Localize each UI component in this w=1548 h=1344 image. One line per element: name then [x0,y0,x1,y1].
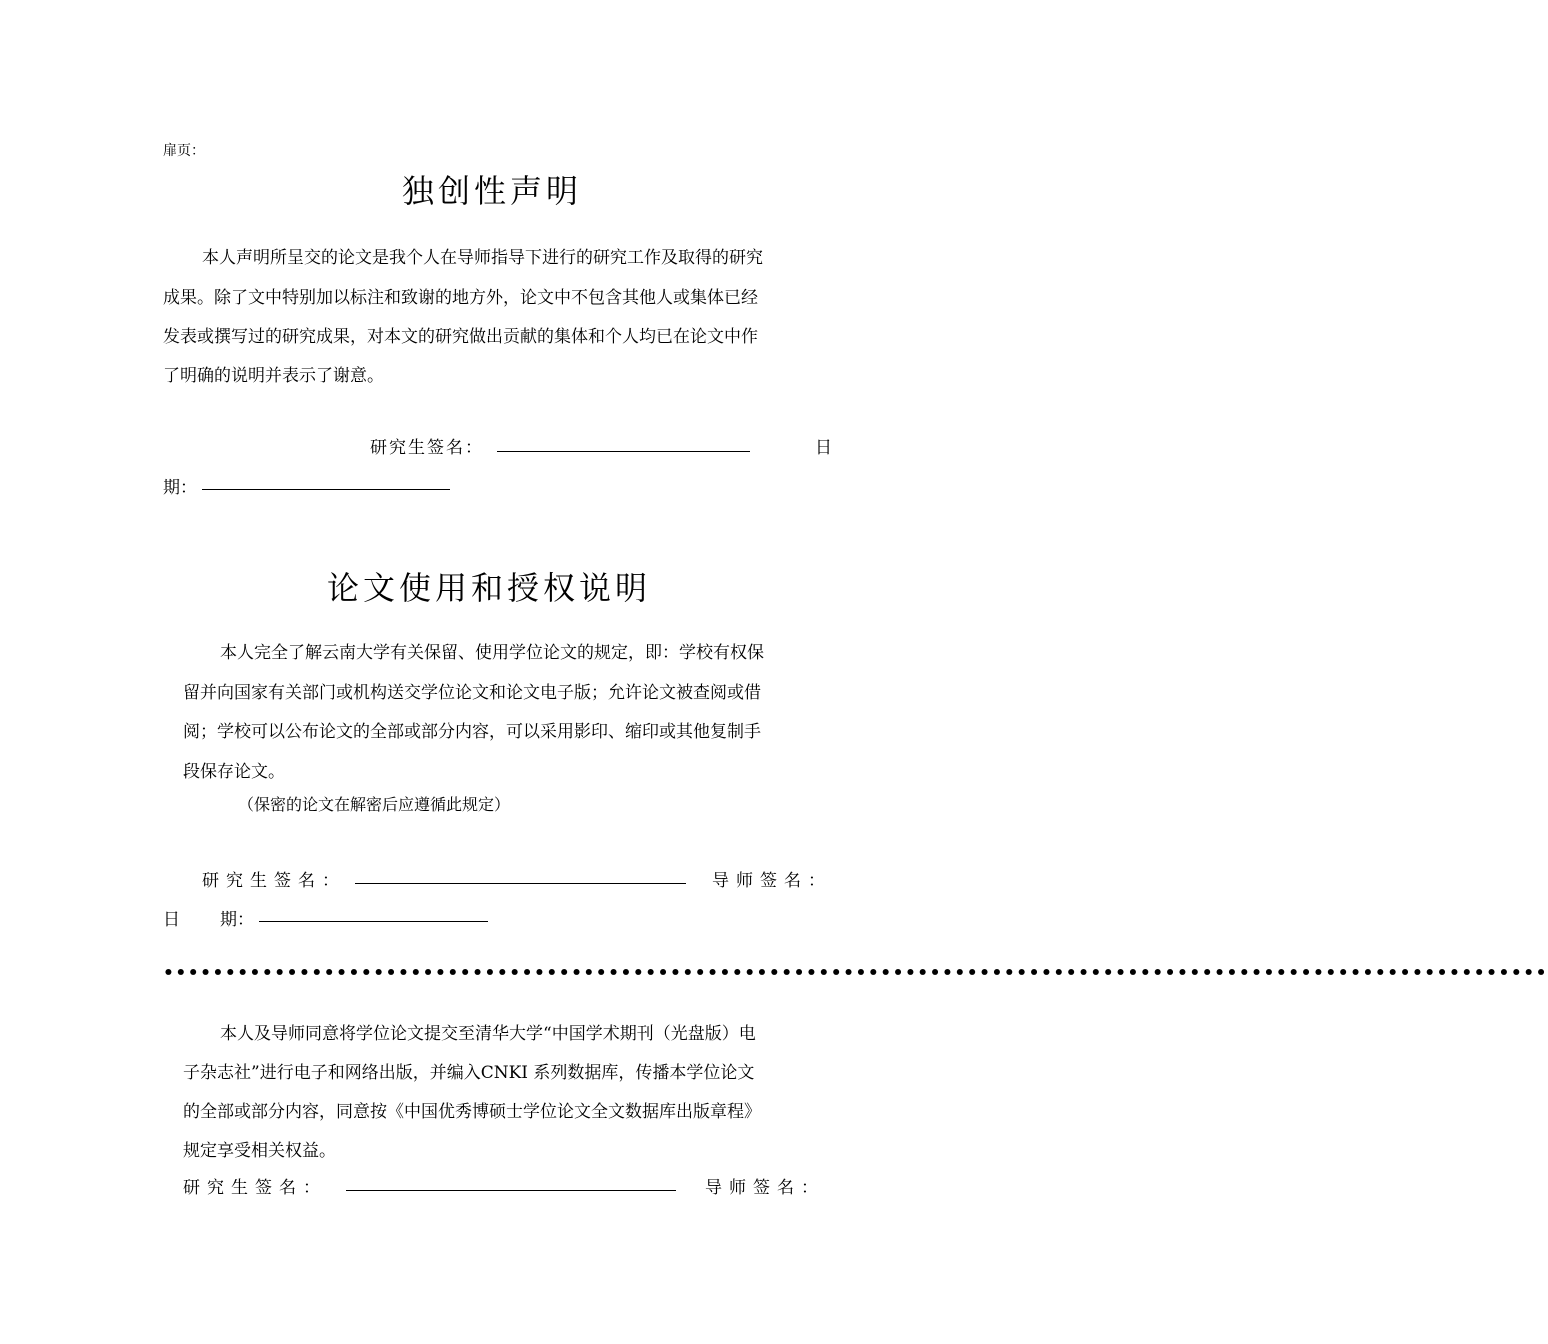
date-label-part: 日 [815,438,832,458]
paragraph-line: 本人及导师同意将学位论文提交至清华大学“中国学术期刊（光盘版）电 [220,1024,756,1044]
confidential-note: （保密的论文在解密后应遵循此规定） [238,795,511,814]
paragraph-line: 了明确的说明并表示了谢意。 [163,366,384,386]
page-label: 扉页： [163,143,205,159]
student-signature-line[interactable] [346,1190,676,1191]
paragraph-line: 成果。除了文中特别加以标注和致谢的地方外，论文中不包含其他人或集体已经 [163,288,758,308]
date-label-part: 期： [220,910,254,930]
paragraph-line: 本人声明所呈交的论文是我个人在导师指导下进行的研究工作及取得的研究 [202,248,763,268]
student-signature-line[interactable] [355,883,686,884]
student-signature-label: 研究生签名： [370,438,484,458]
declaration-title: 独创性声明 [402,172,583,210]
paragraph-line: 留并向国家有关部门或机构送交学位论文和论文电子版；允许论文被查阅或借 [183,683,761,703]
advisor-signature-label: 导师签名： [705,1178,825,1198]
student-signature-label: 研究生签名： [183,1178,327,1198]
date-label-part: 日 [163,910,180,930]
date-label-part: 期： [163,478,197,498]
student-signature-line[interactable] [497,451,750,452]
paragraph-line: 发表或撰写过的研究成果，对本文的研究做出贡献的集体和个人均已在论文中作 [163,327,758,347]
advisor-signature-label: 导师签名： [712,871,832,891]
paragraph-line: 段保存论文。 [183,762,285,782]
date-line[interactable] [202,489,450,490]
student-signature-label: 研究生签名： [202,871,346,891]
paragraph-line: 本人完全了解云南大学有关保留、使用学位论文的规定，即：学校有权保 [220,643,764,663]
paragraph-line: 子杂志社”进行电子和网络出版，并编入CNKI 系列数据库，传播本学位论文 [183,1063,755,1083]
dotted-divider: •••••••••••••••••••••••••••••••••••••••••••••••••••••••••••••••••••••••••••••••••••••••••••••••••••••••••••••••• [163,963,1548,983]
paragraph-line: 阅；学校可以公布论文的全部或部分内容，可以采用影印、缩印或其他复制手 [183,722,761,742]
date-line[interactable] [259,921,488,922]
paragraph-line: 规定享受相关权益。 [183,1141,336,1161]
paragraph-line: 的全部或部分内容，同意按《中国优秀博硕士学位论文全文数据库出版章程》 [183,1102,761,1122]
authorization-title: 论文使用和授权说明 [327,569,652,607]
